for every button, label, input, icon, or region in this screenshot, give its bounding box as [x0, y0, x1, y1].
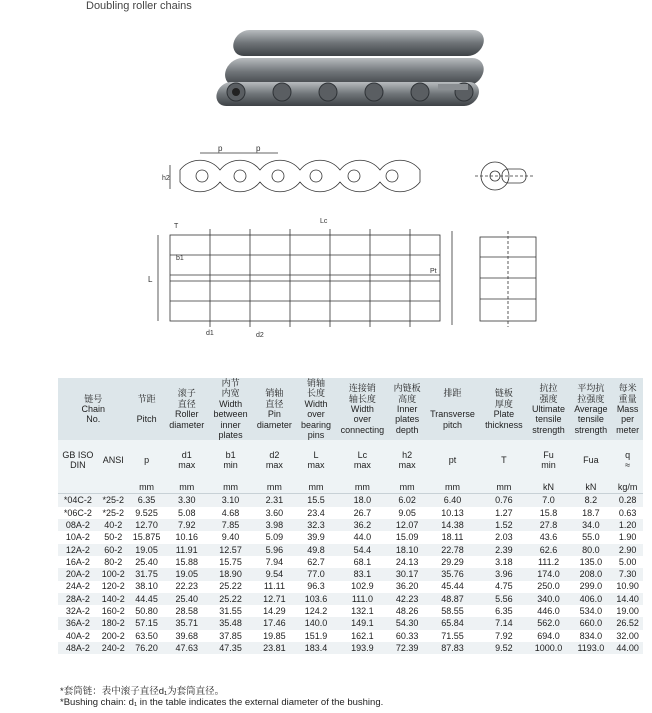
table-cell: 36.2	[335, 519, 389, 531]
table-cell: 834.0	[570, 630, 613, 642]
table-row	[58, 568, 643, 580]
table-cell: 11.91	[165, 544, 209, 556]
unit-cell: mm	[425, 480, 480, 494]
spec-table	[58, 378, 643, 654]
table-cell: 7.0	[527, 494, 569, 507]
table-cell: 26.7	[335, 507, 389, 519]
table-cell: 83.1	[335, 568, 389, 580]
table-cell: 25.22	[209, 593, 252, 605]
table-cell: 534.0	[570, 605, 613, 617]
table-row	[58, 519, 643, 531]
table-cell: 140.0	[297, 617, 336, 629]
table-cell: 55.0	[570, 531, 613, 543]
table-cell: 6.40	[425, 494, 480, 507]
table-cell: 102.9	[335, 581, 389, 593]
table-cell: 32A-2	[58, 605, 98, 617]
table-cell: 208.0	[570, 568, 613, 580]
table-cell: 124.2	[297, 605, 336, 617]
table-cell: 57.15	[129, 617, 165, 629]
table-cell: 18.90	[209, 568, 252, 580]
table-cell: 15.875	[129, 531, 165, 543]
table-cell: 54.4	[335, 544, 389, 556]
unit-cell: mm	[165, 480, 209, 494]
table-cell: 35.71	[165, 617, 209, 629]
table-cell: 16A-2	[58, 556, 98, 568]
unit-cell: kN	[527, 480, 569, 494]
table-cell: *25-2	[98, 507, 129, 519]
unit-cell	[98, 480, 129, 494]
table-cell: 7.94	[252, 556, 296, 568]
header-pin-length: 销轴 长度 Width over bearing pins	[297, 378, 336, 440]
table-cell: 2.39	[480, 544, 527, 556]
unit-cell: mm	[129, 480, 165, 494]
table-cell: 60-2	[98, 544, 129, 556]
table-cell: 76.20	[129, 642, 165, 654]
table-cell: 111.0	[335, 593, 389, 605]
table-cell: 19.85	[252, 630, 296, 642]
table-cell: 31.75	[129, 568, 165, 580]
table-row	[58, 605, 643, 617]
table-cell: 3.30	[165, 494, 209, 507]
table-cell: 65.84	[425, 617, 480, 629]
table-cell: 37.85	[209, 630, 252, 642]
table-cell: 446.0	[527, 605, 569, 617]
table-cell: 19.05	[165, 568, 209, 580]
table-cell: 1.20	[612, 519, 643, 531]
table-cell: 72.39	[389, 642, 424, 654]
table-cell: 48A-2	[58, 642, 98, 654]
table-cell: 80-2	[98, 556, 129, 568]
side-view	[162, 145, 420, 192]
svg-text:p: p	[256, 145, 261, 153]
table-cell: 0.63	[612, 507, 643, 519]
header-transverse: 排距 Transverse pitch	[425, 378, 480, 440]
label-Lc: Lc	[320, 218, 328, 225]
unit-cell: kN	[570, 480, 613, 494]
table-cell: 87.83	[425, 642, 480, 654]
table-cell: 1.90	[612, 531, 643, 543]
table-cell: 18.7	[570, 507, 613, 519]
table-cell: 12.71	[252, 593, 296, 605]
table-cell: 40-2	[98, 519, 129, 531]
table-cell: 44.45	[129, 593, 165, 605]
note-en: *Bushing chain: d₁ in the table indicates the external diameter of the bushing.	[60, 697, 384, 708]
table-cell: 1.52	[480, 519, 527, 531]
table-cell: 9.52	[480, 642, 527, 654]
table-cell: 32.00	[612, 630, 643, 642]
table-cell: 68.1	[335, 556, 389, 568]
unit-cell: mm	[389, 480, 424, 494]
table-cell: 63.50	[129, 630, 165, 642]
table-cell: 14.38	[425, 519, 480, 531]
label-d1: d1	[206, 330, 214, 337]
table-cell: 3.18	[480, 556, 527, 568]
table-cell: 18.11	[425, 531, 480, 543]
table-cell: 694.0	[527, 630, 569, 642]
table-cell: 47.35	[209, 642, 252, 654]
table-cell: 160-2	[98, 605, 129, 617]
table-cell: 132.1	[335, 605, 389, 617]
label-p: p	[218, 145, 223, 153]
table-cell: 28A-2	[58, 593, 98, 605]
table-cell: 5.00	[612, 556, 643, 568]
table-cell: 7.30	[612, 568, 643, 580]
table-cell: 6.35	[480, 605, 527, 617]
table-cell: 7.92	[480, 630, 527, 642]
table-cell: 29.29	[425, 556, 480, 568]
chain-photo	[210, 22, 500, 112]
table-cell: 7.14	[480, 617, 527, 629]
unit-cell: mm	[480, 480, 527, 494]
table-cell: 2.03	[480, 531, 527, 543]
table-cell: 162.1	[335, 630, 389, 642]
symbol-cell: q ≈	[612, 440, 643, 480]
table-cell: 19.05	[129, 544, 165, 556]
label-Pt: Pt	[430, 268, 437, 275]
label-h2: h2	[162, 175, 170, 182]
symbol-cell: p	[129, 440, 165, 480]
table-cell: 80.0	[570, 544, 613, 556]
table-cell: 23.4	[297, 507, 336, 519]
table-cell: 4.68	[209, 507, 252, 519]
plan-view	[148, 218, 452, 339]
table-cell: *04C-2	[58, 494, 98, 507]
table-row	[58, 581, 643, 593]
table-cell: 32.3	[297, 519, 336, 531]
table-cell: 406.0	[570, 593, 613, 605]
table-cell: 6.02	[389, 494, 424, 507]
table-row	[58, 507, 643, 519]
label-d2: d2	[256, 332, 264, 339]
table-cell: 1193.0	[570, 642, 613, 654]
label-L: L	[148, 275, 153, 284]
table-cell: 35.48	[209, 617, 252, 629]
end-plan-view	[480, 231, 536, 327]
symbol-cell: pt	[425, 440, 480, 480]
note-cn: *套筒链：表中滚子直径d₁为套筒直径。	[60, 686, 225, 697]
table-cell: 7.85	[209, 519, 252, 531]
table-cell: 39.9	[297, 531, 336, 543]
table-cell: 22.23	[165, 581, 209, 593]
table-cell: 140-2	[98, 593, 129, 605]
table-cell: 100-2	[98, 568, 129, 580]
table-cell: 15.88	[165, 556, 209, 568]
table-cell: 15.75	[209, 556, 252, 568]
table-cell: 240-2	[98, 642, 129, 654]
table-cell: 174.0	[527, 568, 569, 580]
table-cell: 08A-2	[58, 519, 98, 531]
table-cell: 30.17	[389, 568, 424, 580]
table-cell: 36A-2	[58, 617, 98, 629]
table-cell: 60.33	[389, 630, 424, 642]
table-cell: 34.0	[570, 519, 613, 531]
table-cell: 43.6	[527, 531, 569, 543]
table-row	[58, 642, 643, 654]
header-mass: 每米 重量 Mass per meter	[612, 378, 643, 440]
header-thickness: 链板 厚度 Plate thickness	[480, 378, 527, 440]
header-plate-depth: 内链板 高度 Inner plates depth	[389, 378, 424, 440]
symbol-cell: b1 min	[209, 440, 252, 480]
header-roller-diameter: 滚子 直径 Roller diameter	[165, 378, 209, 440]
table-cell: 5.96	[252, 544, 296, 556]
table-cell: 49.8	[297, 544, 336, 556]
table-cell: 24.13	[389, 556, 424, 568]
table-cell: 15.5	[297, 494, 336, 507]
table-cell: 12.57	[209, 544, 252, 556]
table-cell: 50.80	[129, 605, 165, 617]
symbol-cell: T	[480, 440, 527, 480]
symbol-cell: Fua	[570, 440, 613, 480]
table-cell: 31.55	[209, 605, 252, 617]
header-tensile: 抗拉 强度 Ultimate tensile strength	[527, 378, 569, 440]
table-cell: 250.0	[527, 581, 569, 593]
table-cell: 20A-2	[58, 568, 98, 580]
table-cell: 200-2	[98, 630, 129, 642]
table-cell: 25.40	[129, 556, 165, 568]
table-cell: 15.09	[389, 531, 424, 543]
table-cell: 44.00	[612, 642, 643, 654]
table-cell: 44.0	[335, 531, 389, 543]
symbol-cell: d1 max	[165, 440, 209, 480]
table-cell: 27.8	[527, 519, 569, 531]
symbol-cell: h2 max	[389, 440, 424, 480]
table-cell: 5.08	[165, 507, 209, 519]
unit-cell: kg/m	[612, 480, 643, 494]
table-cell: 28.58	[165, 605, 209, 617]
table-cell: 18.0	[335, 494, 389, 507]
table-cell: 103.6	[297, 593, 336, 605]
table-cell: 17.46	[252, 617, 296, 629]
table-cell: 5.09	[252, 531, 296, 543]
table-cell: 14.40	[612, 593, 643, 605]
table-row	[58, 617, 643, 629]
table-row	[58, 544, 643, 556]
table-cell: 180-2	[98, 617, 129, 629]
header-connecting-pin: 连接销 轴长度 Width over connecting	[335, 378, 389, 440]
table-row	[58, 531, 643, 543]
table-cell: 562.0	[527, 617, 569, 629]
table-cell: 3.96	[480, 568, 527, 580]
table-cell: 54.30	[389, 617, 424, 629]
header-chain-no: 链号 Chain No.	[58, 378, 129, 440]
table-cell: 9.40	[209, 531, 252, 543]
table-cell: 45.44	[425, 581, 480, 593]
table-cell: 193.9	[335, 642, 389, 654]
table-row	[58, 494, 643, 507]
table-cell: 35.76	[425, 568, 480, 580]
table-cell: 3.60	[252, 507, 296, 519]
table-cell: 48.87	[425, 593, 480, 605]
table-cell: 3.10	[209, 494, 252, 507]
table-cell: 38.10	[129, 581, 165, 593]
table-cell: 8.2	[570, 494, 613, 507]
table-cell: *06C-2	[58, 507, 98, 519]
table-row	[58, 593, 643, 605]
table-cell: *25-2	[98, 494, 129, 507]
table-cell: 71.55	[425, 630, 480, 642]
table-cell: 39.68	[165, 630, 209, 642]
symbol-cell: d2 max	[252, 440, 296, 480]
table-cell: 660.0	[570, 617, 613, 629]
unit-cell: mm	[297, 480, 336, 494]
table-cell: 2.90	[612, 544, 643, 556]
table-cell: 151.9	[297, 630, 336, 642]
table-cell: 0.28	[612, 494, 643, 507]
symbol-cell: Fu min	[527, 440, 569, 480]
table-cell: 4.75	[480, 581, 527, 593]
table-cell: 7.92	[165, 519, 209, 531]
label-T: T	[174, 223, 179, 230]
label-b1: b1	[176, 255, 184, 262]
table-cell: 24A-2	[58, 581, 98, 593]
symbol-cell: L max	[297, 440, 336, 480]
table-cell: 9.05	[389, 507, 424, 519]
table-cell: 10.13	[425, 507, 480, 519]
end-view	[475, 162, 535, 190]
table-cell: 25.40	[165, 593, 209, 605]
table-cell: 12A-2	[58, 544, 98, 556]
table-cell: 135.0	[570, 556, 613, 568]
table-cell: 3.98	[252, 519, 296, 531]
table-cell: 40A-2	[58, 630, 98, 642]
table-cell: 26.52	[612, 617, 643, 629]
table-cell: 14.29	[252, 605, 296, 617]
table-cell: 120-2	[98, 581, 129, 593]
table-cell: 23.81	[252, 642, 296, 654]
table-cell: 15.8	[527, 507, 569, 519]
table-cell: 10.90	[612, 581, 643, 593]
chain-drawings	[140, 145, 550, 345]
table-cell: 12.70	[129, 519, 165, 531]
table-cell: 11.11	[252, 581, 296, 593]
table-cell: 36.20	[389, 581, 424, 593]
table-cell: 9.54	[252, 568, 296, 580]
table-cell: 5.56	[480, 593, 527, 605]
table-cell: 42.23	[389, 593, 424, 605]
unit-cell: mm	[252, 480, 296, 494]
table-cell: 12.07	[389, 519, 424, 531]
table-cell: 1000.0	[527, 642, 569, 654]
unit-cell: mm	[209, 480, 252, 494]
unit-cell: mm	[335, 480, 389, 494]
table-cell: 2.31	[252, 494, 296, 507]
header-pin-diameter: 销轴 直径 Pin diameter	[252, 378, 296, 440]
table-cell: 62.7	[297, 556, 336, 568]
page-title: Doubling roller chains	[86, 0, 192, 12]
table-cell: 58.55	[425, 605, 480, 617]
table-cell: 18.10	[389, 544, 424, 556]
symbol-cell: GB ISO DIN	[58, 440, 98, 480]
symbol-cell: Lc max	[335, 440, 389, 480]
table-row	[58, 556, 643, 568]
table-cell: 299.0	[570, 581, 613, 593]
table-cell: 19.00	[612, 605, 643, 617]
symbol-cell: ANSI	[98, 440, 129, 480]
table-cell: 25.22	[209, 581, 252, 593]
header-width-between: 内节 内宽 Width between inner plates	[209, 378, 252, 440]
table-cell: 50-2	[98, 531, 129, 543]
table-cell: 10.16	[165, 531, 209, 543]
table-cell: 47.63	[165, 642, 209, 654]
table-row	[58, 630, 643, 642]
table-cell: 111.2	[527, 556, 569, 568]
table-cell: 340.0	[527, 593, 569, 605]
header-avg-tensile: 平均抗 拉强度 Average tensile strength	[570, 378, 613, 440]
table-cell: 0.76	[480, 494, 527, 507]
table-cell: 62.6	[527, 544, 569, 556]
table-cell: 183.4	[297, 642, 336, 654]
table-cell: 149.1	[335, 617, 389, 629]
table-cell: 22.78	[425, 544, 480, 556]
header-pitch: 节距 Pitch	[129, 378, 165, 440]
table-cell: 77.0	[297, 568, 336, 580]
unit-cell	[58, 480, 98, 494]
table-cell: 1.27	[480, 507, 527, 519]
table-cell: 6.35	[129, 494, 165, 507]
table-cell: 10A-2	[58, 531, 98, 543]
table-cell: 9.525	[129, 507, 165, 519]
table-cell: 48.26	[389, 605, 424, 617]
table-cell: 96.3	[297, 581, 336, 593]
